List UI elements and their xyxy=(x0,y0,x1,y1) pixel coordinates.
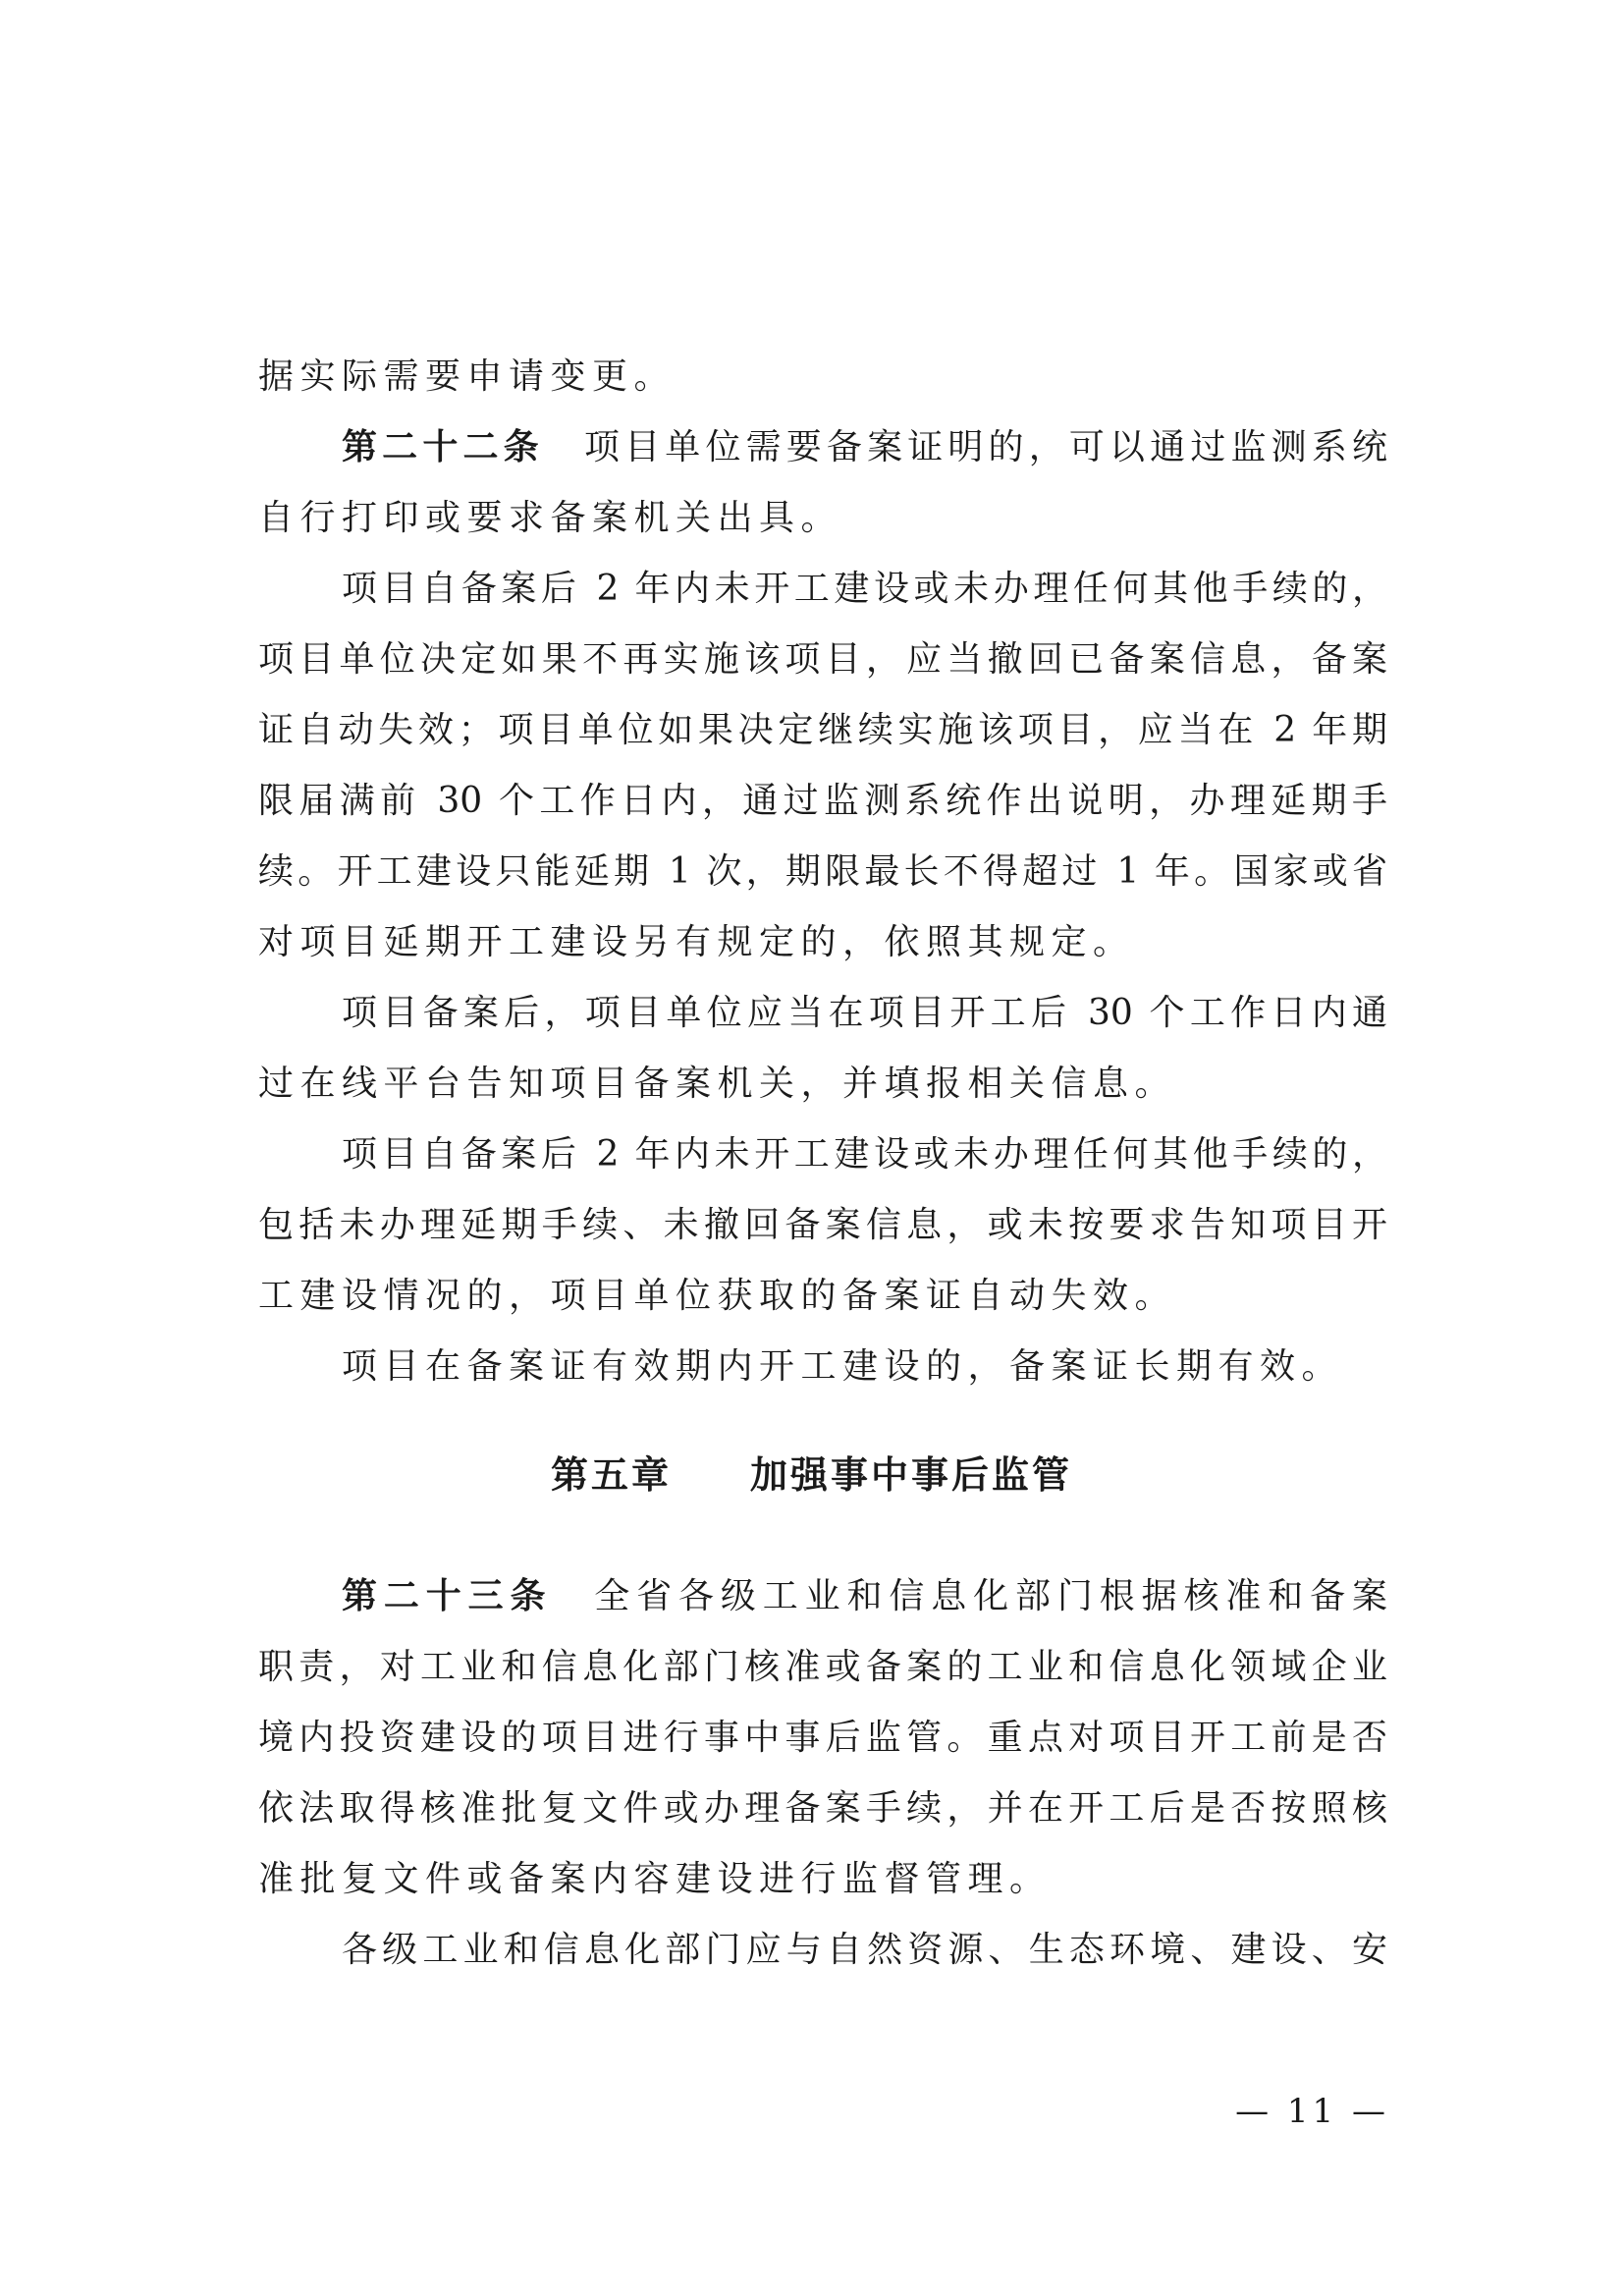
body-line: 过在线平台告知项目备案机关，并填报相关信息。 xyxy=(258,1064,1177,1104)
body-line: 对项目延期开工建设另有规定的，依照其规定。 xyxy=(258,922,1135,962)
page-number: — 11 — xyxy=(1235,2092,1389,2131)
chapter-title: 加强事中事后监管 xyxy=(750,1453,1073,1497)
article-23-first-line xyxy=(342,1573,1387,1620)
chapter-heading xyxy=(0,1450,1623,1500)
article-text: 项目单位需要备案证明的，可以通过监测系统 xyxy=(583,427,1387,467)
body-line: 续。开工建设只能延期 1 次，期限最长不得超过 1 年。国家或省 xyxy=(258,851,1387,892)
body-line: 据实际需要申请变更。 xyxy=(258,356,676,397)
body-line: 限届满前 30 个工作日内，通过监测系统作出说明，办理延期手 xyxy=(258,781,1387,821)
paragraph-first-line: 项目备案后，项目单位应当在项目开工后 30 个工作日内通 xyxy=(342,993,1387,1033)
article-label: 第二十三条 xyxy=(342,1576,553,1616)
article-22-first-line xyxy=(342,424,1387,471)
chapter-number: 第五章 xyxy=(550,1453,672,1497)
body-line: 职责，对工业和信息化部门核准或备案的工业和信息化领域企业 xyxy=(258,1647,1387,1687)
body-line: 准批复文件或备案内容建设进行监督管理。 xyxy=(258,1859,1052,1899)
body-line: 境内投资建设的项目进行事中事后监管。重点对项目开工前是否 xyxy=(258,1718,1387,1758)
body-line: 依法取得核准批复文件或办理备案手续，并在开工后是否按照核 xyxy=(258,1788,1387,1829)
article-label: 第二十二条 xyxy=(342,427,544,467)
paragraph-first-line: 项目自备案后 2 年内未开工建设或未办理任何其他手续的， xyxy=(342,1134,1387,1175)
paragraph-first-line: 项目自备案后 2 年内未开工建设或未办理任何其他手续的， xyxy=(342,569,1387,609)
paragraph-first-line: 项目在备案证有效期内开工建设的，备案证长期有效。 xyxy=(342,1346,1344,1387)
body-line: 证自动失效；项目单位如果决定继续实施该项目，应当在 2 年期 xyxy=(258,710,1387,750)
paragraph-first-line: 各级工业和信息化部门应与自然资源、生态环境、建设、安 xyxy=(342,1930,1387,1970)
article-text: 全省各级工业和信息化部门根据核准和备案 xyxy=(594,1576,1387,1616)
body-line: 自行打印或要求备案机关出具。 xyxy=(258,498,843,538)
body-line: 工建设情况的，项目单位获取的备案证自动失效。 xyxy=(258,1276,1177,1316)
body-line: 包括未办理延期手续、未撤回备案信息，或未按要求告知项目开 xyxy=(258,1205,1387,1245)
body-line: 项目单位决定如果不再实施该项目，应当撤回已备案信息，备案 xyxy=(258,639,1387,680)
